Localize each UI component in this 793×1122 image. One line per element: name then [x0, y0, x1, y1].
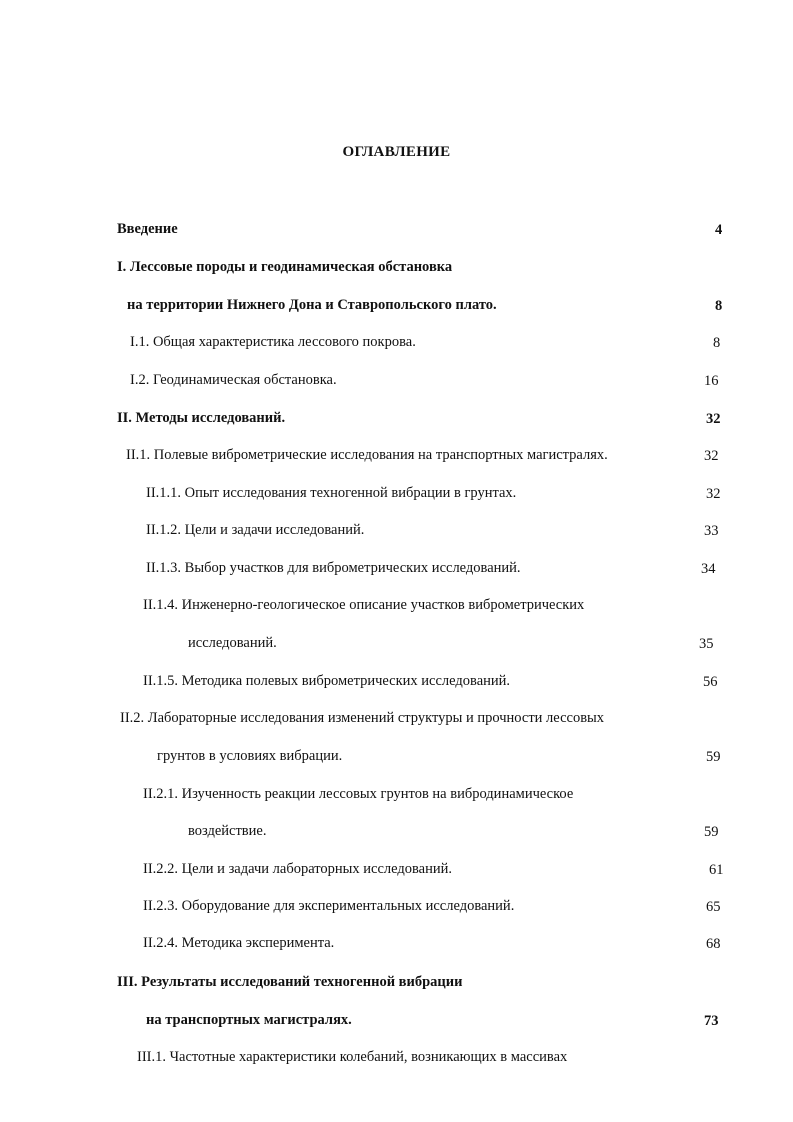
toc-entry-2-2: II.2. Лабораторные исследования изменений структуры и прочности лессовых: [120, 710, 605, 726]
toc-entry-chapter-3: III. Результаты исследований техногенной вибрации: [117, 974, 463, 990]
toc-entry-2-1-5: II.1.5. Методика полевых виброметрических исследований.: [143, 673, 511, 689]
toc-page-number: 8: [713, 335, 721, 351]
toc-page-number: 65: [706, 899, 721, 915]
toc-page-number: 56: [703, 674, 718, 690]
toc-entry-chapter-3-cont: на транспортных магистралях.: [146, 1012, 352, 1028]
toc-entry-chapter-1-cont: на территории Нижнего Дона и Ставропольского плато.: [127, 297, 497, 313]
toc-entry-1-2: I.2. Геодинамическая обстановка.: [130, 372, 337, 388]
toc-page-number: 8: [715, 298, 723, 314]
toc-page-number: 32: [704, 448, 719, 464]
toc-page-number: 35: [699, 636, 714, 652]
toc-entry-2-2-1-cont: воздействие.: [188, 823, 267, 839]
toc-entry-chapter-2: II. Методы исследований.: [117, 410, 286, 426]
toc-entry-2-2-1: II.2.1. Изученность реакции лессовых грунтов на вибродинамическое: [143, 786, 574, 802]
toc-entry-2-2-3: II.2.3. Оборудование для экспериментальных исследований.: [143, 898, 515, 914]
toc-page-number: 33: [704, 523, 719, 539]
toc-page-number: 73: [704, 1013, 719, 1029]
toc-page-number: 59: [704, 824, 719, 840]
page-title: ОГЛАВЛЕНИЕ: [342, 144, 451, 160]
toc-entry-2-1-1: II.1.1. Опыт исследования техногенной вибрации в грунтах.: [146, 485, 517, 501]
toc-page-number: 61: [709, 862, 724, 878]
toc-page-number: 16: [704, 373, 719, 389]
toc-entry-2-1-3: II.1.3. Выбор участков для виброметрических исследований.: [146, 560, 521, 576]
toc-page-number: 4: [715, 222, 723, 238]
toc-entry-chapter-1: I. Лессовые породы и геодинамическая обстановка: [117, 259, 453, 275]
toc-page-number: 59: [706, 749, 721, 765]
toc-entry-2-1-4-cont: исследований.: [188, 635, 277, 651]
toc-entry-1-1: I.1. Общая характеристика лессового покрова.: [130, 334, 416, 350]
toc-entry-introduction: Введение: [117, 221, 178, 237]
toc-entry-2-2-4: II.2.4. Методика эксперимента.: [143, 935, 335, 951]
toc-page-number: 32: [706, 486, 721, 502]
toc-page-number: 68: [706, 936, 721, 952]
toc-page-number: 34: [701, 561, 716, 577]
toc-entry-2-2-cont: грунтов в условиях вибрации.: [157, 748, 343, 764]
toc-entry-2-1: II.1. Полевые виброметрические исследования на транспортных магистралях.: [126, 447, 608, 463]
toc-page-number: 32: [706, 411, 721, 427]
toc-entry-3-1: III.1. Частотные характеристики колебаний, возникающих в массивах: [137, 1049, 568, 1065]
toc-entry-2-2-2: II.2.2. Цели и задачи лабораторных исследований.: [143, 861, 453, 877]
toc-entry-2-1-4: II.1.4. Инженерно-геологическое описание участков виброметрических: [143, 597, 585, 613]
toc-entry-2-1-2: II.1.2. Цели и задачи исследований.: [146, 522, 365, 538]
